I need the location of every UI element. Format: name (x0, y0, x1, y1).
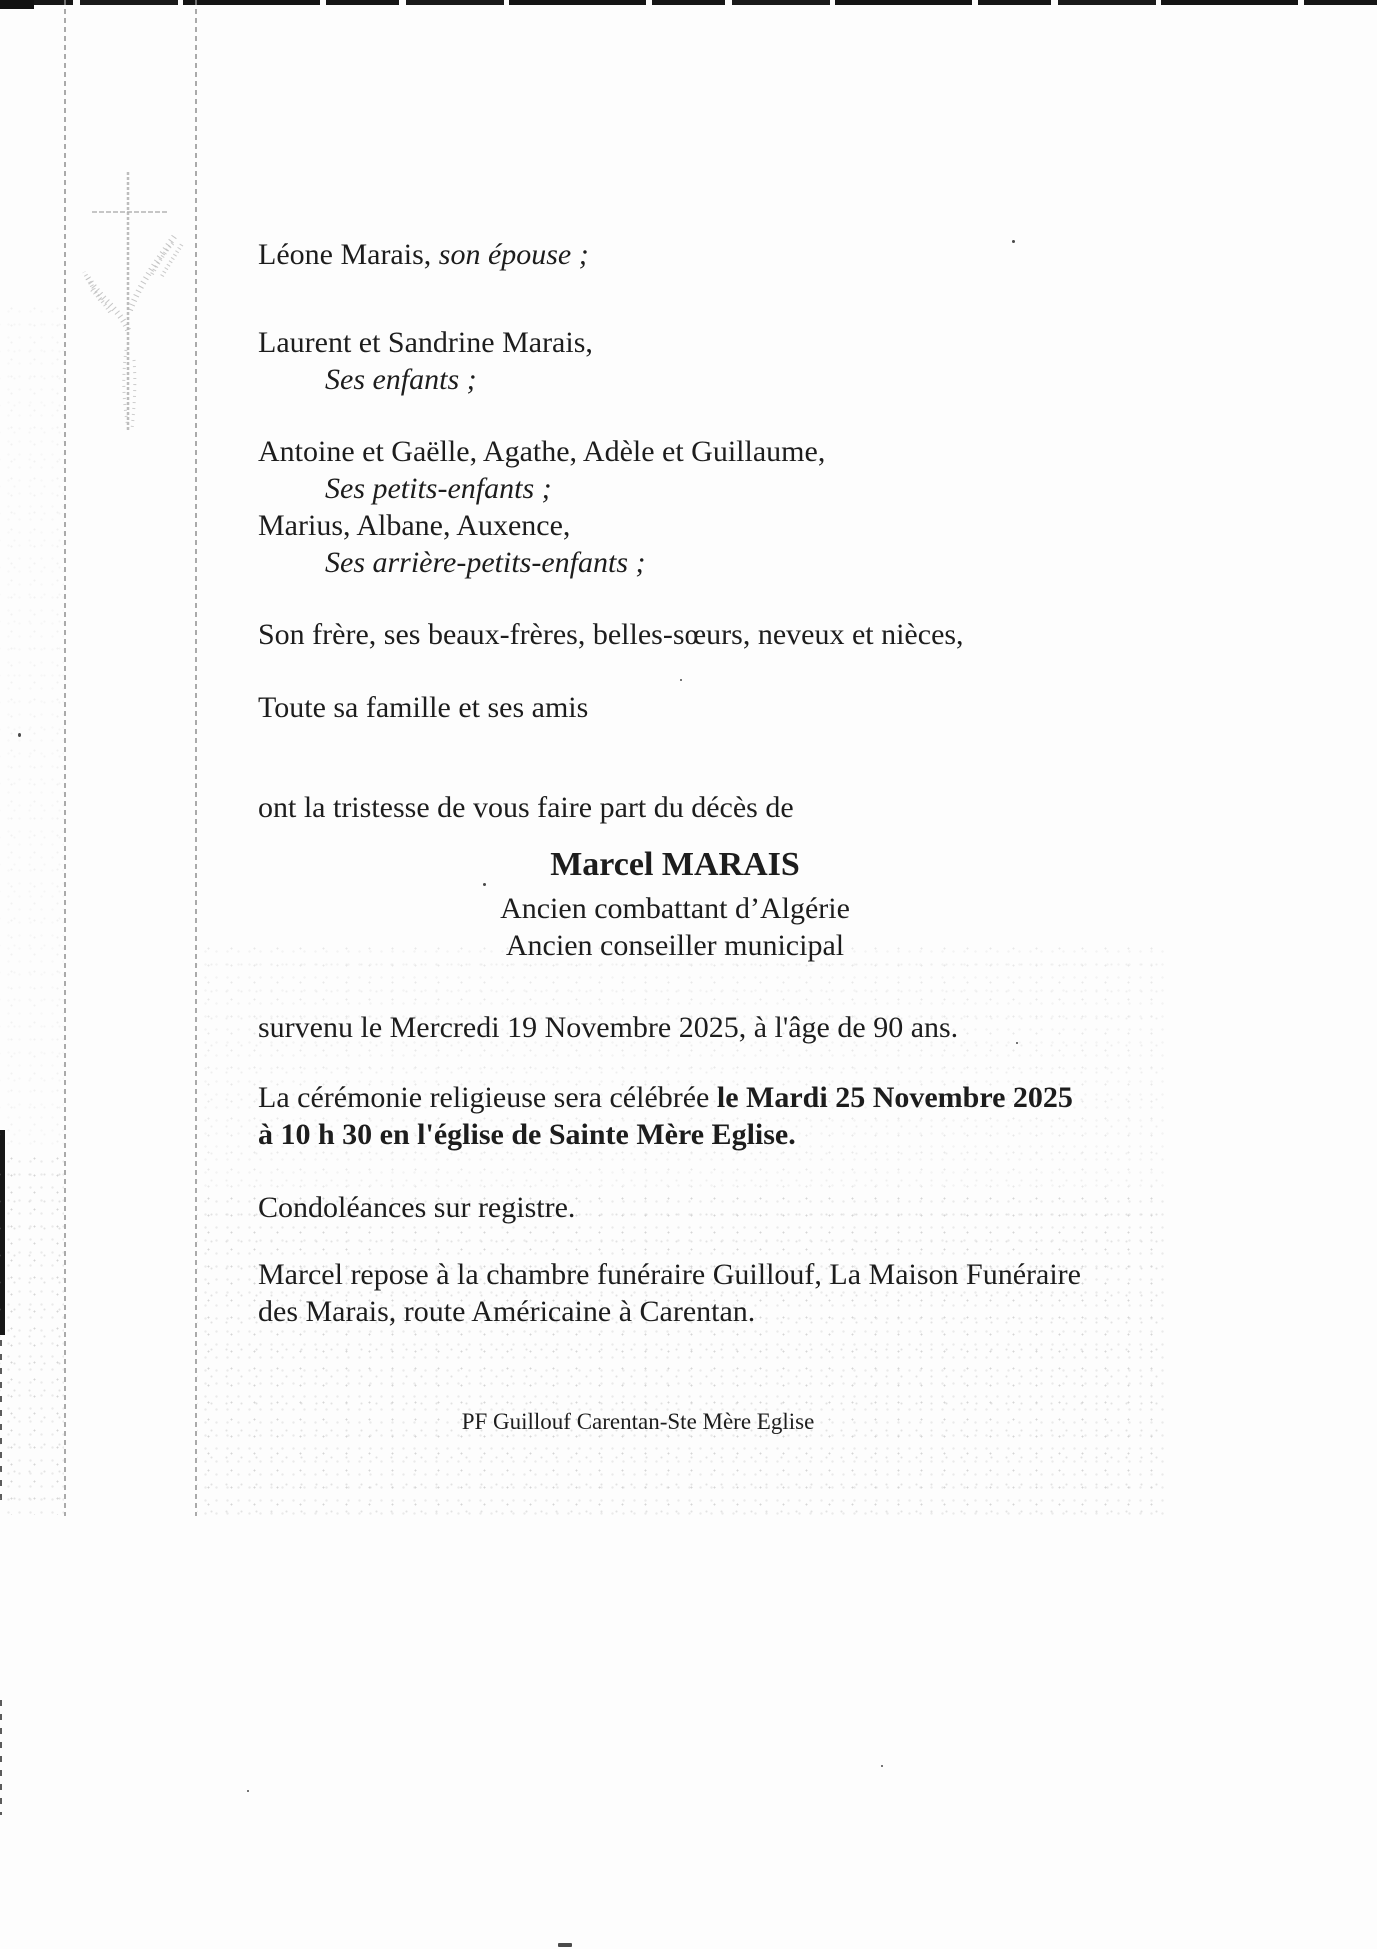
line-children-label: Ses enfants ; (325, 363, 477, 396)
ceremony-date: le Mardi 25 Novembre 2025 (716, 1081, 1073, 1114)
scan-noise (197, 1190, 1165, 1515)
scan-top-edge (0, 0, 1377, 5)
scan-speck (1016, 1042, 1018, 1044)
scan-speck (247, 1790, 249, 1792)
deceased-title-1: Ancien combattant d’Algérie (500, 892, 850, 925)
scan-top-corner-blob (0, 0, 34, 9)
line-great-grandchildren-names: Marius, Albane, Auxence, (258, 509, 571, 542)
deceased-name: Marcel MARAIS (550, 846, 800, 883)
scan-noise (0, 300, 64, 1150)
line-ceremony-1 (258, 1080, 1073, 1116)
scan-noise (0, 1150, 64, 1515)
spouse-relation: son épouse ; (438, 238, 589, 271)
line-great-grandchildren-label: Ses arrière-petits-enfants ; (325, 546, 646, 579)
line-spouse (258, 237, 589, 273)
line-grandchildren-label: Ses petits-enfants ; (325, 472, 552, 505)
line-family-friends: Toute sa famille et ses amis (258, 691, 589, 724)
scan-speck (680, 679, 682, 681)
line-siblings: Son frère, ses beaux-frères, belles-sœurs, neveux et nièces, (258, 618, 964, 651)
scan-speck (1012, 240, 1015, 243)
scan-edge-dashes (0, 1700, 2, 1815)
scan-speck (881, 1765, 883, 1767)
cross-watermark-icon (60, 150, 220, 450)
line-grandchildren-names: Antoine et Gaëlle, Agathe, Adèle et Guillaume, (258, 435, 826, 468)
line-repose-1: Marcel repose à la chambre funéraire Guillouf, La Maison Funéraire (258, 1258, 1081, 1291)
deceased-title-2: Ancien conseiller municipal (505, 929, 845, 962)
line-ceremony-2: à 10 h 30 en l'église de Sainte Mère Eglise. (258, 1118, 796, 1151)
line-children-names: Laurent et Sandrine Marais, (258, 326, 593, 359)
scan-speck (558, 1943, 572, 1947)
scan-speck (18, 733, 21, 737)
funeral-home-footer: PF Guillouf Carentan-Ste Mère Eglise (461, 1409, 815, 1434)
line-repose-2: des Marais, route Américaine à Carentan. (258, 1295, 756, 1328)
line-announcement: ont la tristesse de vous faire part du décès de (258, 791, 794, 824)
line-death: survenu le Mercredi 19 Novembre 2025, à l'âge de 90 ans. (258, 1011, 959, 1044)
ceremony-intro: La cérémonie religieuse sera célébrée (258, 1081, 717, 1114)
spouse-names: Léone Marais, (258, 238, 439, 271)
line-condolences: Condoléances sur registre. (258, 1191, 576, 1224)
